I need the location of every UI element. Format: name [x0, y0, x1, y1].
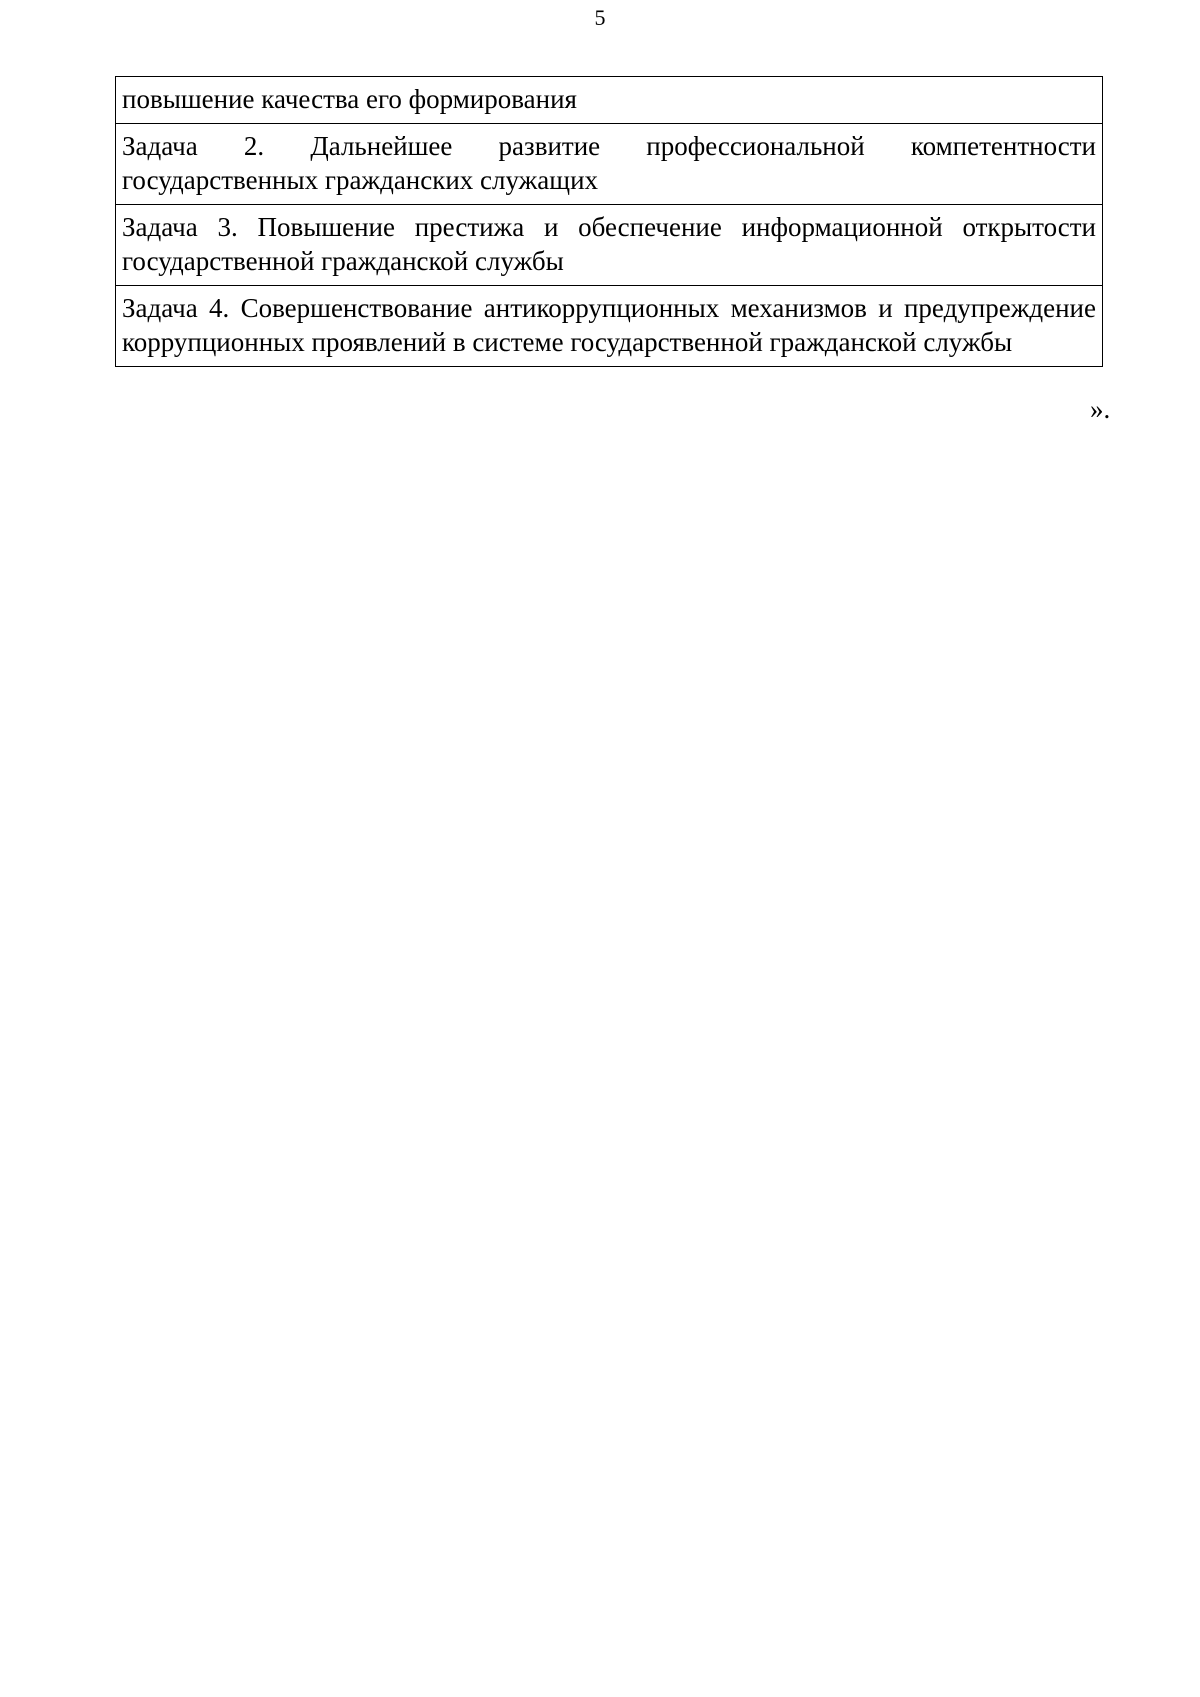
page-number: 5 [594, 5, 606, 30]
table-cell-continuation: повышение качества его формирования [116, 77, 1103, 124]
tasks-table [115, 76, 1103, 367]
table-row [116, 124, 1103, 205]
table-cell-task-2: Задача 2. Дальнейшее развитие профессиональной компетентности государственных гражданских служащих [116, 124, 1103, 205]
table-cell-task-3: Задача 3. Повышение престижа и обеспечение информационной открытости государственной гражданской службы [116, 205, 1103, 286]
table-row [116, 77, 1103, 124]
table-row [116, 286, 1103, 367]
closing-quote-mark: ». [1090, 394, 1111, 424]
table-row [116, 205, 1103, 286]
table-cell-task-4: Задача 4. Совершенствование антикоррупционных механизмов и предупреждение коррупционных проявлений в системе государственной гражданской службы [116, 286, 1103, 367]
